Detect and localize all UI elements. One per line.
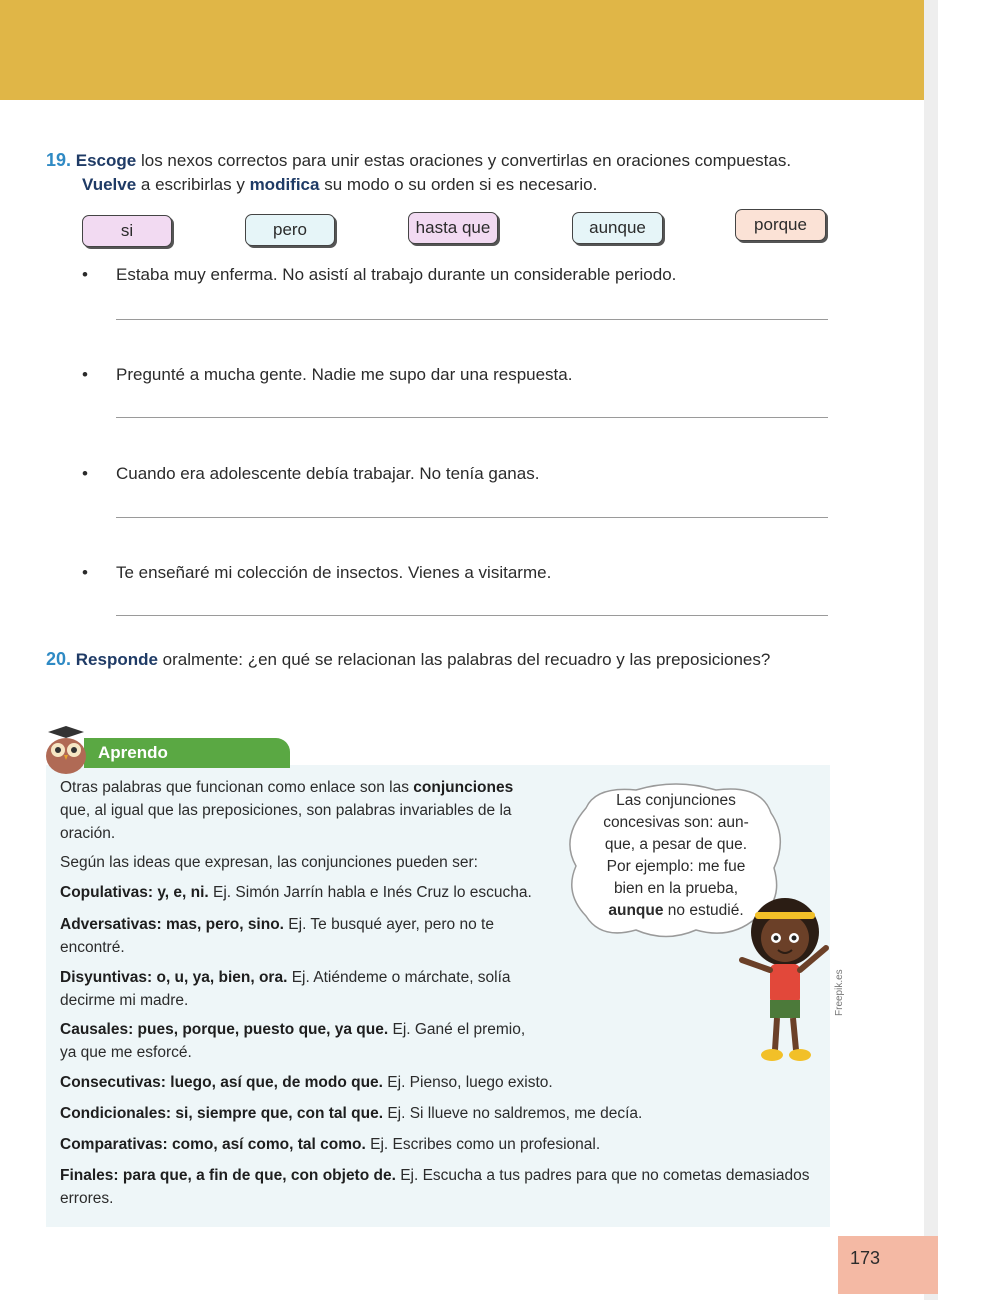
word-chip-aunque: aunque xyxy=(572,212,663,244)
question-number: 19. xyxy=(46,150,72,170)
word-chip-hasta-que: hasta que xyxy=(408,212,498,244)
conjunction-type: Finales: para que, a fin de que, con objeto de. Ej. Escucha a tus padres para que no cometas demasiados errores. xyxy=(60,1167,810,1207)
instruction-text: a escribirlas y xyxy=(136,175,250,194)
exercise-sentence: Cuando era adolescente debía trabajar. No tenía ganas. xyxy=(116,464,540,483)
girl-illustration-icon xyxy=(730,890,840,1070)
instruction-verb: modifica xyxy=(249,175,320,194)
question-20 xyxy=(46,647,830,672)
conjunction-type: Comparativas: como, así como, tal como. Ej. Escribes como un profesional. xyxy=(60,1136,601,1153)
word-chip-porque: porque xyxy=(735,209,826,241)
thought-bubble-text: Las conjunciones concesivas son: aun- que, a pesar de que. Por ejemplo: me fue bien en la prueba, aunque no estudié. xyxy=(603,792,749,919)
instruction-text: oralmente: ¿en qué se relacionan las palabras del recuadro y las preposiciones? xyxy=(157,650,771,669)
instruction-verb: Vuelve xyxy=(82,175,137,194)
owl-mascot-icon xyxy=(40,724,92,776)
page-number: 173 xyxy=(838,1236,938,1294)
word-chip-pero: pero xyxy=(245,214,335,246)
conjunction-type: Condicionales: si, siempre que, con tal que. Ej. Si llueve no saldremos, me decía. xyxy=(60,1105,643,1122)
conjunction-type: Copulativas: y, e, ni. Ej. Simón Jarrín habla e Inés Cruz lo escucha. xyxy=(60,884,532,901)
aprendo-intro: Otras palabras que funcionan como enlace son las conjunciones que, al igual que las preposiciones, son palabras invariables de la oración. xyxy=(60,779,514,842)
image-credit: Freepik.es xyxy=(834,969,845,1016)
exercise-item: • Pregunté a mucha gente. Nadie me supo dar una respuesta. xyxy=(82,365,573,384)
instruction-text: su modo o su orden si es necesario. xyxy=(319,175,598,194)
answer-line[interactable] xyxy=(116,319,828,320)
word-chip-si: si xyxy=(82,215,172,247)
exercise-item: • Cuando era adolescente debía trabajar. No tenía ganas. xyxy=(82,464,540,483)
instruction-verb: Responde xyxy=(75,650,158,669)
conjunction-type: Adversativas: mas, pero, sino. Ej. Te busqué ayer, pero no te encontré. xyxy=(60,916,494,956)
instruction-text: los nexos correctos para unir estas oraciones y convertirlas en oraciones compuestas. xyxy=(136,151,792,170)
question-19 xyxy=(46,148,830,173)
conjunction-type: Consecutivas: luego, así que, de modo que. Ej. Pienso, luego existo. xyxy=(60,1074,553,1091)
question-number: 20. xyxy=(46,649,72,669)
question-19-line2 xyxy=(82,172,830,197)
conjunction-type: Disyuntivas: o, u, ya, bien, ora. Ej. Atiéndeme o márchate, solía decirme mi madre. xyxy=(60,969,511,1009)
exercise-sentence: Pregunté a mucha gente. Nadie me supo dar una respuesta. xyxy=(116,365,573,384)
exercise-sentence: Te enseñaré mi colección de insectos. Vienes a visitarme. xyxy=(116,563,552,582)
exercise-item: • Te enseñaré mi colección de insectos. Vienes a visitarme. xyxy=(82,563,552,582)
answer-line[interactable] xyxy=(116,417,828,418)
exercise-sentence: Estaba muy enferma. No asistí al trabajo durante un considerable periodo. xyxy=(116,265,677,284)
instruction-verb: Escoge xyxy=(75,151,137,170)
header-band xyxy=(0,0,924,100)
exercise-item: • Estaba muy enferma. No asistí al trabajo durante un considerable periodo. xyxy=(82,265,677,284)
answer-line[interactable] xyxy=(116,517,828,518)
page-edge xyxy=(924,0,938,1300)
conjunction-type: Causales: pues, porque, puesto que, ya que. Ej. Gané el premio, ya que me esforcé. xyxy=(60,1021,526,1061)
aprendo-title: Aprendo xyxy=(84,738,290,768)
answer-line[interactable] xyxy=(116,615,828,616)
aprendo-intro-2: Según las ideas que expresan, las conjunciones pueden ser: xyxy=(60,854,478,871)
